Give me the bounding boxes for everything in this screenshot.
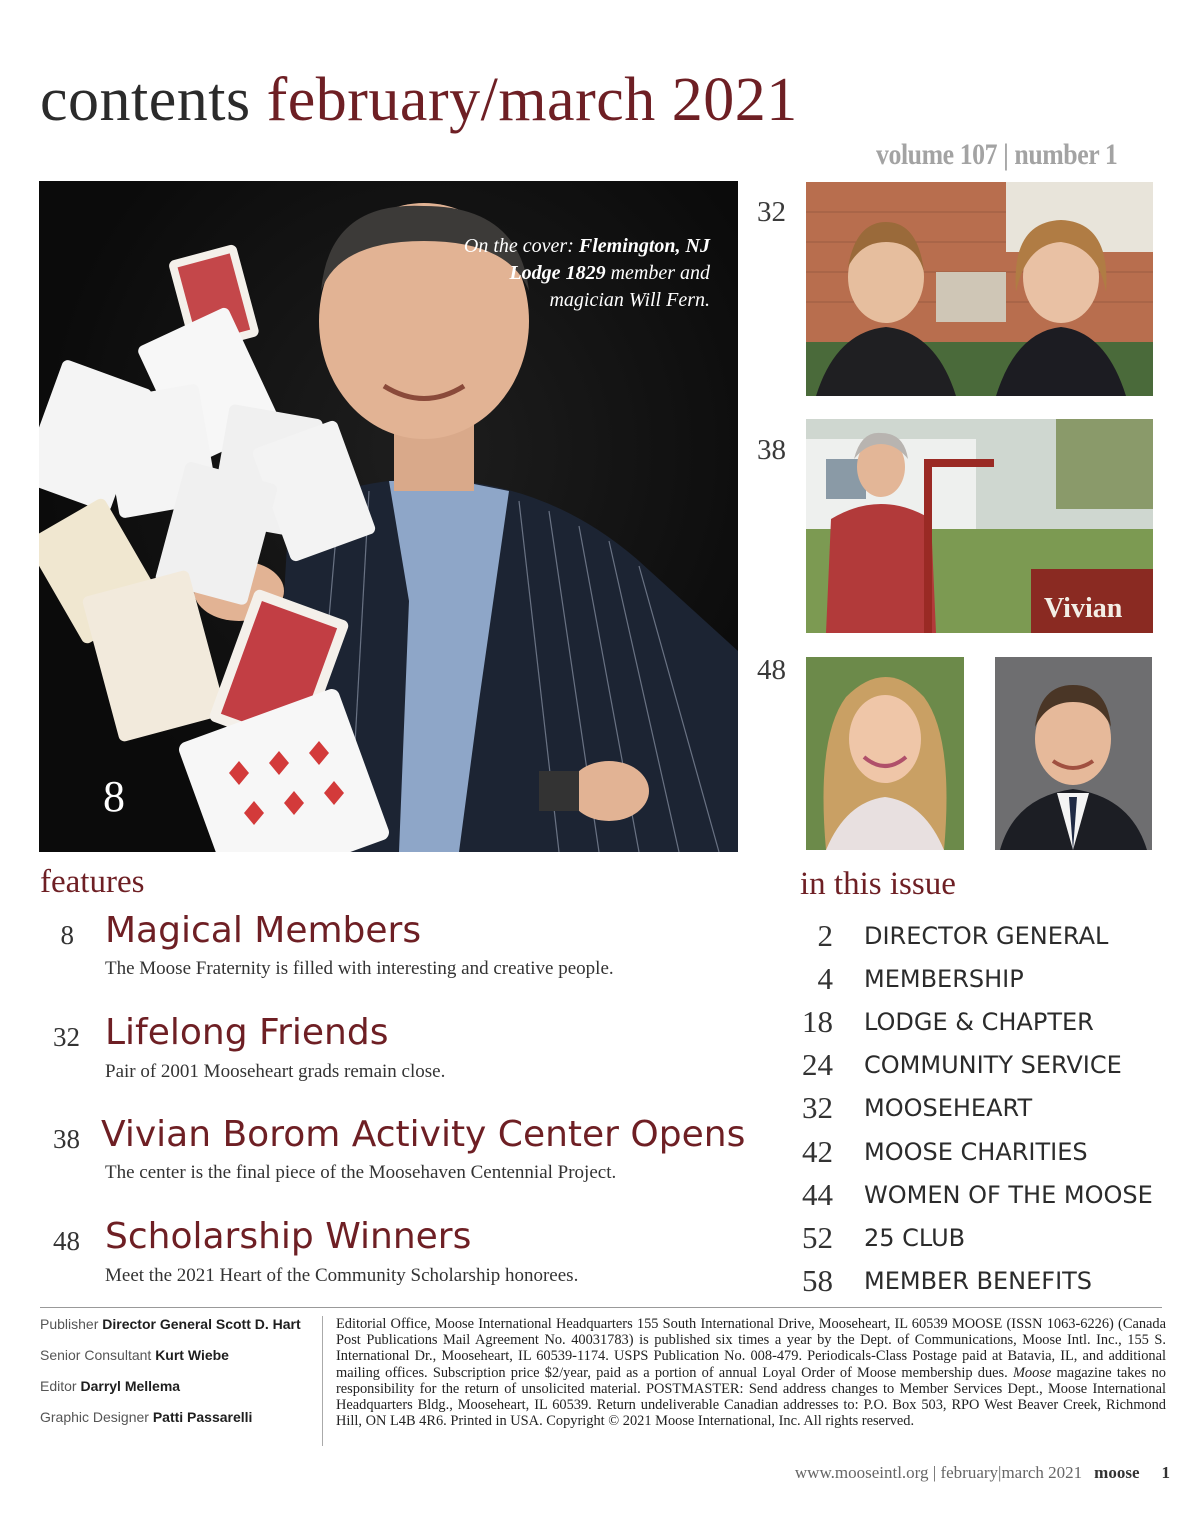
list-item[interactable] — [800, 1044, 1180, 1087]
feature-page-number: 48 — [53, 1226, 80, 1256]
feature-page-number: 8 — [60, 920, 74, 950]
issue-page-number: 24 — [802, 1047, 833, 1083]
issue-label: LODGE & CHAPTER — [864, 1007, 1094, 1036]
issue-label: COMMUNITY SERVICE — [864, 1051, 1122, 1080]
thumb-page-number: 48 — [757, 654, 786, 686]
features-heading: features — [40, 864, 145, 900]
issue-page-number: 18 — [802, 1003, 833, 1039]
staff-credits — [40, 1316, 320, 1440]
title-contents: contents — [40, 66, 251, 134]
young-woman-portrait — [806, 657, 964, 850]
feature-description: Pair of 2001 Mooseheart grads remain close. — [105, 1061, 446, 1082]
issue-page-number: 32 — [802, 1090, 833, 1126]
issue-page-number: 58 — [802, 1263, 833, 1299]
volume-number: volume 107 | number 1 — [876, 138, 1118, 171]
staff-row: Senior Consultant Kurt Wiebe — [40, 1347, 229, 1363]
list-item[interactable] — [800, 1216, 1180, 1259]
feature-title-lifelong-friends[interactable]: Lifelong Friends — [105, 1012, 389, 1053]
staff-row: Publisher Director General Scott D. Hart — [40, 1316, 301, 1332]
two-women-photo — [806, 182, 1153, 396]
list-item[interactable] — [800, 957, 1180, 1000]
issue-page-number: 2 — [817, 917, 833, 953]
feature-title-vivian-borom[interactable]: Vivian Borom Activity Center Opens — [101, 1114, 746, 1155]
issue-page-number: 4 — [817, 960, 833, 996]
page-title — [40, 62, 798, 138]
issue-page-number: 44 — [802, 1176, 833, 1212]
feature-title-magical-members[interactable]: Magical Members — [105, 910, 422, 951]
feature-title-scholarship-winners[interactable]: Scholarship Winners — [105, 1216, 472, 1257]
photo-scholarship-winner-2[interactable] — [995, 657, 1152, 850]
brand-name: moose — [1094, 1463, 1140, 1482]
cover-photo[interactable] — [39, 181, 738, 852]
photo-vivian-borom[interactable] — [806, 419, 1153, 633]
thumb-page-number: 38 — [757, 434, 786, 466]
vivian-sign-text: Vivian — [1044, 593, 1123, 624]
in-this-issue-list — [800, 914, 1180, 1303]
feature-description: The center is the final piece of the Moosehaven Centennial Project. — [105, 1162, 617, 1183]
issue-label: MEMBERSHIP — [864, 964, 1024, 993]
in-this-issue-heading: in this issue — [800, 866, 956, 902]
list-item[interactable] — [800, 1130, 1180, 1173]
feature-description: The Moose Fraternity is filled with interesting and creative people. — [105, 958, 614, 979]
feature-description: Meet the 2021 Heart of the Community Scholarship honorees. — [105, 1265, 579, 1286]
thumb-page-number: 32 — [757, 196, 786, 228]
legal-notice: Editorial Office, Moose International Headquarters 155 South International Drive, Mooseheart, IL 60539 MOOSE (ISSN 1063-6226) (Canada Post Publications Mail Agreement No. 40031783) is published six times a year by the Dept. of Communications, Moose Intl. Inc., 155 S. International Dr., Mooseheart, IL 60539-1174. USPS Publication No. 008-479. Periodicals-Class Postage paid at Batavia, IL, and additional mailing offices. Subscription price $2/year, paid as a portion of annual Loyal Order of Moose membership dues. Moose magazine takes no responsibility for the return of unsolicited material. POSTMASTER: Send address changes to Member Services Dept., Moose International Headquarters Bldg., Mooseheart, IL 60539. Return undeliverable Canadian addresses to: P.O. Box 503, RPO West Beaver Creek, Richmond Hill, ON L4B 4R6. Printed in USA. Copyright © 2021 Moose International, Inc. All rights reserved. — [336, 1316, 1166, 1430]
issue-label: MOOSE CHARITIES — [864, 1137, 1088, 1166]
divider — [40, 1307, 1162, 1308]
list-item[interactable] — [800, 1087, 1180, 1130]
staff-row: Editor Darryl Mellema — [40, 1378, 181, 1394]
feature-page-number: 32 — [53, 1022, 80, 1052]
photo-scholarship-winner-1[interactable] — [806, 657, 964, 850]
page-number: 1 — [1161, 1463, 1170, 1482]
cover-page-number: 8 — [103, 772, 125, 821]
issue-label: DIRECTOR GENERAL — [864, 921, 1109, 950]
list-item[interactable] — [800, 914, 1180, 957]
issue-label: WOMEN OF THE MOOSE — [864, 1180, 1153, 1209]
woman-with-sign-photo — [806, 419, 1153, 633]
list-item[interactable] — [800, 1000, 1180, 1043]
list-item[interactable] — [800, 1260, 1180, 1303]
cover-caption: On the cover: Flemington, NJ Lodge 1829 member and magician Will Fern. — [463, 235, 710, 311]
feature-page-number: 38 — [53, 1124, 80, 1154]
website-link[interactable]: www.mooseintl.org — [794, 1463, 929, 1482]
issue-label: MOOSEHEART — [864, 1094, 1033, 1123]
divider — [322, 1316, 323, 1446]
title-issue-date: february/march 2021 — [266, 66, 798, 134]
page-footer: www.mooseintl.org | february|march 2021 moose 1 — [794, 1463, 1170, 1482]
issue-label: MEMBER BENEFITS — [864, 1267, 1093, 1296]
staff-row: Graphic Designer Patti Passarelli — [40, 1409, 253, 1425]
young-man-portrait — [995, 657, 1152, 850]
issue-page-number: 42 — [802, 1133, 833, 1169]
list-item[interactable] — [800, 1173, 1180, 1216]
photo-lifelong-friends[interactable] — [806, 182, 1153, 396]
issue-page-number: 52 — [802, 1219, 833, 1255]
issue-label: 25 CLUB — [864, 1223, 966, 1252]
